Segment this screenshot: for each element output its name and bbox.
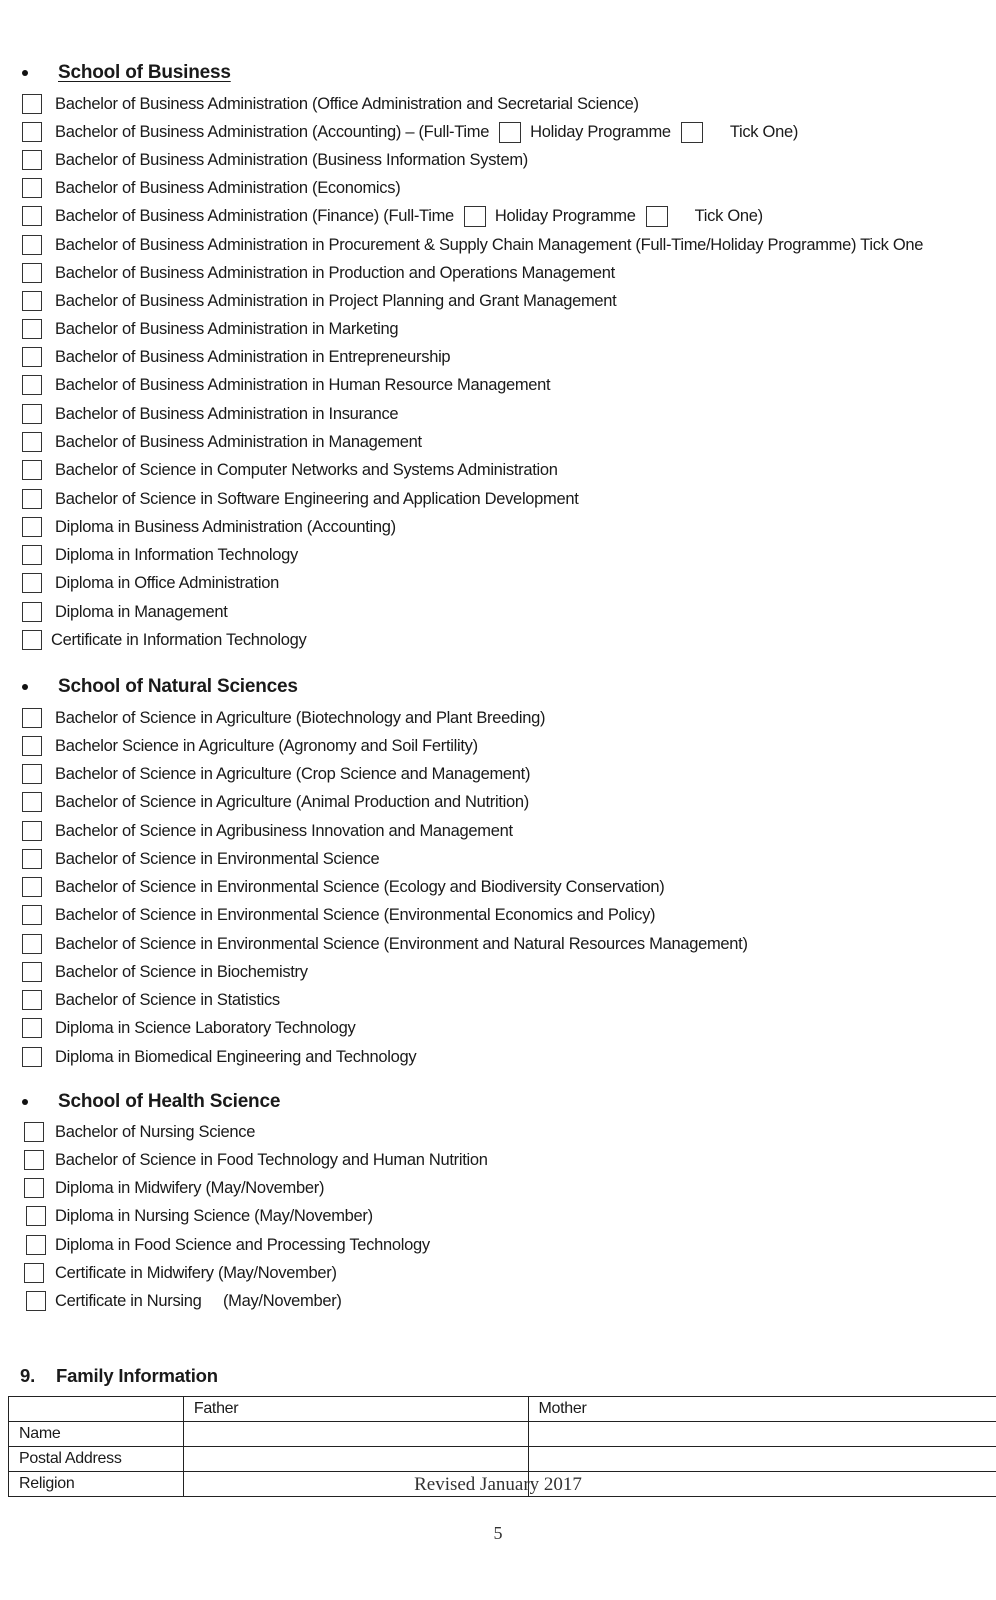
programme-row: Bachelor of Science in Environmental Science (Ecology and Biodiversity Conservation) bbox=[22, 875, 664, 899]
programme-row: Bachelor of Nursing Science bbox=[24, 1120, 255, 1144]
row-label-religion: Religion bbox=[9, 1472, 184, 1497]
programme-checkbox[interactable] bbox=[22, 460, 42, 480]
row-label-name: Name bbox=[9, 1422, 184, 1447]
programme-checkbox[interactable] bbox=[22, 404, 42, 424]
programme-checkbox[interactable] bbox=[22, 375, 42, 395]
mother-postal-address-field[interactable] bbox=[528, 1447, 996, 1472]
programme-row: Bachelor of Science in Agriculture (Crop Science and Management) bbox=[22, 762, 530, 786]
programme-row: Bachelor of Business Administration (Office Administration and Secretarial Science) bbox=[22, 92, 639, 116]
bullet-icon bbox=[22, 70, 28, 76]
header-cell-father: Father bbox=[183, 1397, 528, 1422]
mother-name-field[interactable] bbox=[528, 1422, 996, 1447]
programme-checkbox[interactable] bbox=[26, 1291, 46, 1311]
programme-row: Bachelor of Business Administration in Procurement & Supply Chain Management (Full-Time/Holiday Programme) Tick One bbox=[22, 233, 923, 257]
programme-checkbox[interactable] bbox=[22, 235, 42, 255]
programme-checkbox[interactable] bbox=[22, 905, 42, 925]
father-name-field[interactable] bbox=[183, 1422, 528, 1447]
programme-checkbox[interactable] bbox=[22, 849, 42, 869]
programme-checkbox[interactable] bbox=[24, 1150, 44, 1170]
programme-checkbox[interactable] bbox=[22, 432, 42, 452]
school-of-business-heading: School of Business bbox=[20, 61, 231, 85]
programme-row: Diploma in Biomedical Engineering and Technology bbox=[22, 1045, 416, 1069]
programme-row: Diploma in Nursing Science (May/November) bbox=[26, 1204, 373, 1228]
programme-row: Diploma in Midwifery (May/November) bbox=[24, 1176, 324, 1200]
programme-row: Bachelor of Science in Biochemistry bbox=[22, 960, 308, 984]
table-header-row bbox=[9, 1397, 996, 1422]
programme-checkbox[interactable] bbox=[22, 736, 42, 756]
programme-checkbox[interactable] bbox=[22, 934, 42, 954]
programme-row: Bachelor Science in Agriculture (Agronomy and Soil Fertility) bbox=[22, 734, 478, 758]
programme-row: Bachelor of Business Administration (Finance) (Full-Time Holiday Programme Tick One) bbox=[22, 204, 763, 228]
programme-row: Bachelor of Science in Agribusiness Innovation and Management bbox=[22, 819, 513, 843]
programme-checkbox[interactable] bbox=[24, 1122, 44, 1142]
programme-row: Bachelor of Business Administration in Management bbox=[22, 430, 422, 454]
programme-checkbox[interactable] bbox=[22, 708, 42, 728]
programme-checkbox[interactable] bbox=[22, 347, 42, 367]
header-cell-mother: Mother bbox=[528, 1397, 996, 1422]
holiday-programme-checkbox[interactable] bbox=[681, 122, 703, 143]
bullet-icon bbox=[22, 684, 28, 690]
programme-row: Certificate in Midwifery (May/November) bbox=[24, 1261, 337, 1285]
programme-checkbox[interactable] bbox=[22, 792, 42, 812]
full-time-checkbox[interactable] bbox=[464, 206, 486, 227]
programme-checkbox[interactable] bbox=[22, 122, 42, 142]
programme-row: Certificate in Nursing (May/November) bbox=[26, 1289, 342, 1313]
programme-row: Bachelor of Science in Food Technology and Human Nutrition bbox=[24, 1148, 488, 1172]
programme-row: Bachelor of Business Administration in Production and Operations Management bbox=[22, 261, 615, 285]
programme-row: Bachelor of Science in Environmental Science (Environmental Economics and Policy) bbox=[22, 903, 655, 927]
programme-row: Diploma in Office Administration bbox=[22, 571, 279, 595]
programme-checkbox[interactable] bbox=[22, 1047, 42, 1067]
programme-checkbox[interactable] bbox=[22, 990, 42, 1010]
programme-row: Bachelor of Science in Environmental Science (Environment and Natural Resources Management) bbox=[22, 932, 748, 956]
programme-checkbox[interactable] bbox=[22, 573, 42, 593]
programme-checkbox[interactable] bbox=[24, 1263, 44, 1283]
programme-checkbox[interactable] bbox=[24, 1178, 44, 1198]
page-number: 5 bbox=[493, 1523, 503, 1543]
full-time-checkbox[interactable] bbox=[499, 122, 521, 143]
programme-row: Bachelor of Science in Statistics bbox=[22, 988, 280, 1012]
programme-checkbox[interactable] bbox=[22, 602, 42, 622]
programme-checkbox[interactable] bbox=[22, 962, 42, 982]
father-postal-address-field[interactable] bbox=[183, 1447, 528, 1472]
programme-row: Bachelor of Science in Software Engineering and Application Development bbox=[22, 487, 579, 511]
row-label-postal-address: Postal Address bbox=[9, 1447, 184, 1472]
programme-checkbox[interactable] bbox=[22, 291, 42, 311]
school-of-health-science-heading: School of Health Science bbox=[20, 1090, 280, 1114]
programme-row: Bachelor of Business Administration in Human Resource Management bbox=[22, 373, 550, 397]
programme-checkbox[interactable] bbox=[22, 545, 42, 565]
programme-checkbox[interactable] bbox=[22, 630, 42, 650]
programme-row: Bachelor of Business Administration in Entrepreneurship bbox=[22, 345, 450, 369]
programme-checkbox[interactable] bbox=[26, 1206, 46, 1226]
programme-row: Bachelor of Business Administration in Insurance bbox=[22, 402, 398, 426]
table-row bbox=[9, 1422, 996, 1447]
programme-row: Bachelor of Business Administration in Project Planning and Grant Management bbox=[22, 289, 616, 313]
programme-row: Bachelor of Business Administration (Economics) bbox=[22, 176, 400, 200]
programme-row: Bachelor of Science in Agriculture (Animal Production and Nutrition) bbox=[22, 790, 529, 814]
holiday-programme-checkbox[interactable] bbox=[646, 206, 668, 227]
programme-row: Bachelor of Science in Environmental Science bbox=[22, 847, 379, 871]
programme-row: Bachelor of Business Administration (Business Information System) bbox=[22, 148, 528, 172]
programme-checkbox[interactable] bbox=[22, 319, 42, 339]
programme-row: Diploma in Food Science and Processing Technology bbox=[26, 1233, 430, 1257]
programme-row: Diploma in Management bbox=[22, 600, 228, 624]
programme-row: Bachelor of Business Administration (Accounting) – (Full-Time Holiday Programme Tick One) bbox=[22, 120, 798, 144]
programme-checkbox[interactable] bbox=[22, 764, 42, 784]
programme-checkbox[interactable] bbox=[22, 206, 42, 226]
programme-checkbox[interactable] bbox=[22, 821, 42, 841]
revision-note: Revised January 2017 bbox=[414, 1474, 582, 1495]
programme-checkbox[interactable] bbox=[22, 94, 42, 114]
programme-checkbox[interactable] bbox=[22, 1018, 42, 1038]
programme-row: Certificate in Information Technology bbox=[22, 628, 307, 652]
programme-checkbox[interactable] bbox=[26, 1235, 46, 1255]
table-row bbox=[9, 1447, 996, 1472]
header-cell-empty bbox=[9, 1397, 184, 1422]
programme-checkbox[interactable] bbox=[22, 178, 42, 198]
programme-checkbox[interactable] bbox=[22, 517, 42, 537]
family-information-heading: 9. Family Information bbox=[20, 1365, 218, 1386]
programme-row: Bachelor of Science in Computer Networks and Systems Administration bbox=[22, 458, 558, 482]
programme-checkbox[interactable] bbox=[22, 150, 42, 170]
bullet-icon bbox=[22, 1099, 28, 1105]
programme-checkbox[interactable] bbox=[22, 489, 42, 509]
school-of-natural-sciences-heading: School of Natural Sciences bbox=[20, 675, 298, 699]
programme-row: Diploma in Business Administration (Accounting) bbox=[22, 515, 396, 539]
programme-row: Bachelor of Business Administration in Marketing bbox=[22, 317, 398, 341]
programme-checkbox[interactable] bbox=[22, 263, 42, 283]
programme-row: Diploma in Information Technology bbox=[22, 543, 298, 567]
programme-row: Diploma in Science Laboratory Technology bbox=[22, 1016, 355, 1040]
programme-row: Bachelor of Science in Agriculture (Biotechnology and Plant Breeding) bbox=[22, 706, 545, 730]
programme-checkbox[interactable] bbox=[22, 877, 42, 897]
